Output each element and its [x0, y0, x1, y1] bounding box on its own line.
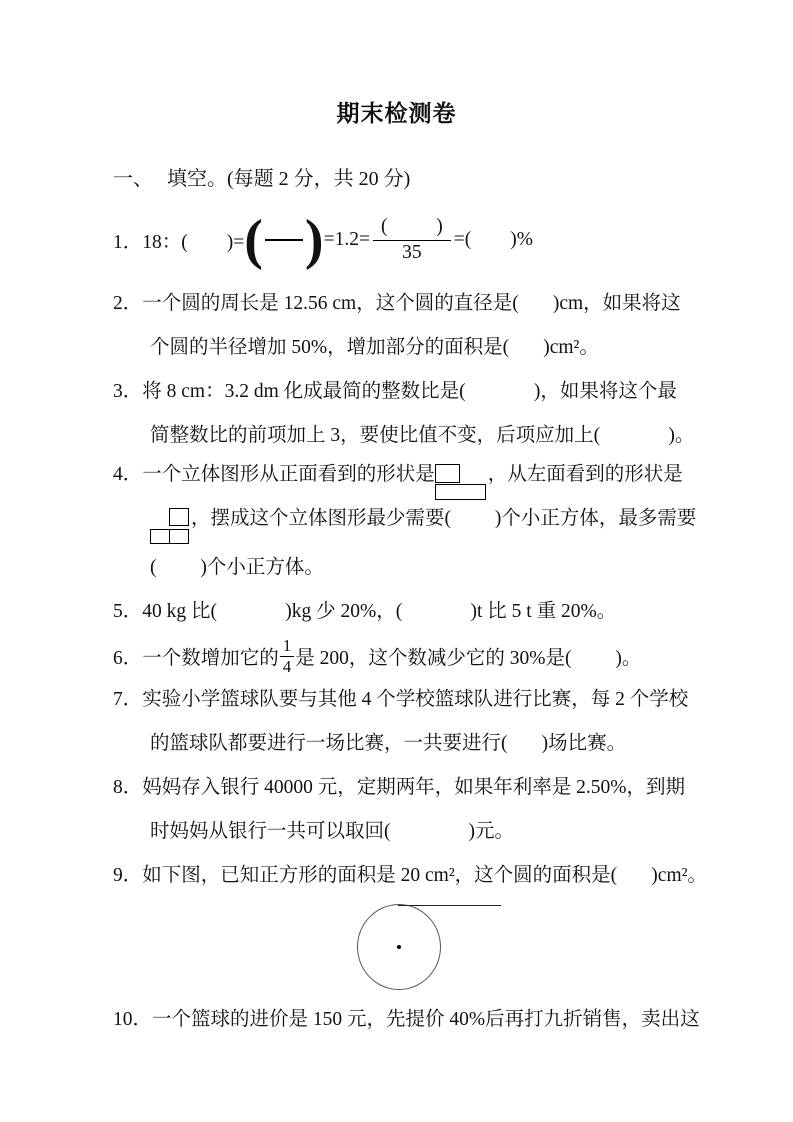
question-8-text-2: 时妈妈从银行一共可以取回( )元。 — [150, 821, 514, 842]
question-9-line-1 — [113, 854, 793, 898]
front-view-top-square — [435, 464, 460, 483]
question-4-line-1 — [113, 458, 793, 502]
question-4-text-d: ( )个小正方体。 — [150, 557, 324, 578]
blank-fraction-bar — [265, 239, 303, 241]
question-5 — [113, 590, 793, 634]
fraction-numerator: ( ) — [373, 215, 451, 240]
page-title: 期末检测卷 — [336, 101, 457, 126]
question-6 — [113, 634, 793, 678]
question-6-text-a: 一个数增加它的 — [142, 648, 279, 669]
left-view-bottom-right-square — [169, 529, 189, 544]
question-1-text-c: =( )% — [453, 229, 533, 250]
question-9-text-1: 如下图，已知正方形的面积是 20 cm²，这个圆的面积是( )cm²。 — [142, 865, 707, 886]
left-view-bottom-left-square — [150, 529, 170, 544]
question-4-text-a: 一个立体图形从正面看到的形状是 — [142, 464, 435, 485]
front-view-shape — [435, 464, 488, 500]
front-view-bottom-rectangle — [435, 484, 486, 500]
question-3-line-1 — [113, 370, 793, 414]
question-9-number: 9． — [113, 865, 143, 886]
question-3-number: 3． — [113, 381, 143, 402]
section-name: 填空。 — [167, 168, 227, 190]
question-8-text-1: 妈妈存入银行 40000 元，定期两年，如果年利率是 2.50%，到期 — [142, 777, 686, 798]
fraction-denominator: 4 — [282, 656, 292, 676]
fraction-blank-over-35 — [373, 215, 451, 265]
question-2-text-1: 一个圆的周长是 12.56 cm，这个圆的直径是( )cm，如果将这 — [142, 293, 681, 314]
question-3-text-2: 简整数比的前项加上 3，要使比值不变，后项应加上( )。 — [150, 425, 695, 446]
tangent-line — [398, 905, 501, 906]
question-4-line-3 — [113, 546, 793, 590]
big-right-paren: ) — [304, 208, 324, 271]
question-2-line-1 — [113, 282, 793, 326]
question-10-text-1: 一个篮球的进价是 150 元，先提价 40%后再打九折销售，卖出这 — [152, 1009, 700, 1030]
question-4-text-b: ，从左面看到的形状是 — [487, 464, 683, 485]
section-heading — [113, 164, 793, 194]
question-8-number: 8． — [113, 777, 143, 798]
question-9-figure — [113, 898, 793, 998]
fraction-denominator: 35 — [402, 241, 422, 263]
question-2-text-2: 个圆的半径增加 50%，增加部分的面积是( )cm²。 — [150, 337, 599, 358]
question-1-text-b: =1.2= — [323, 229, 370, 250]
question-10-number: 10． — [113, 1009, 153, 1030]
question-8-line-2 — [113, 810, 793, 854]
question-10-line-1 — [113, 998, 793, 1042]
fraction-numerator: 1 — [280, 636, 295, 657]
question-2-number: 2． — [113, 293, 143, 314]
question-7-line-1 — [113, 678, 793, 722]
question-2-line-2 — [113, 326, 793, 370]
question-7-line-2 — [113, 722, 793, 766]
left-view-shape — [150, 508, 191, 544]
fraction-one-fourth — [280, 636, 295, 676]
section-points: (每题 2 分，共 20 分) — [227, 168, 411, 190]
question-6-number: 6． — [113, 648, 143, 669]
question-7-text-2: 的篮球队都要进行一场比赛，一共要进行( )场比赛。 — [150, 733, 627, 754]
question-7-number: 7． — [113, 689, 143, 710]
section-number: 一、 — [113, 168, 153, 190]
big-left-paren: ( — [244, 208, 263, 271]
question-5-text: 40 kg 比( )kg 少 20%，( )t 比 5 t 重 20%。 — [142, 601, 617, 622]
question-1-number: 1． — [113, 232, 143, 253]
left-view-top-square — [169, 508, 189, 526]
question-1-text-a: 18：( )= — [142, 232, 245, 253]
question-6-text-b: 是 200，这个数减少它的 30%是( )。 — [295, 648, 642, 669]
question-3-line-2 — [113, 414, 793, 458]
question-3-text-1: 将 8 cm：3.2 dm 化成最简的整数比是( )，如果将这个最 — [142, 381, 677, 402]
circle-center-dot — [397, 945, 401, 949]
question-5-number: 5． — [113, 601, 143, 622]
question-4-number: 4． — [113, 464, 143, 485]
circle-figure — [357, 904, 441, 990]
question-1 — [113, 206, 793, 274]
question-8-line-1 — [113, 766, 793, 810]
question-4-text-c: ，摆成这个立体图形最少需要( )个小正方体，最多需要 — [191, 508, 697, 529]
question-7-text-1: 实验小学篮球队要与其他 4 个学校篮球队进行比赛，每 2 个学校 — [142, 689, 689, 710]
